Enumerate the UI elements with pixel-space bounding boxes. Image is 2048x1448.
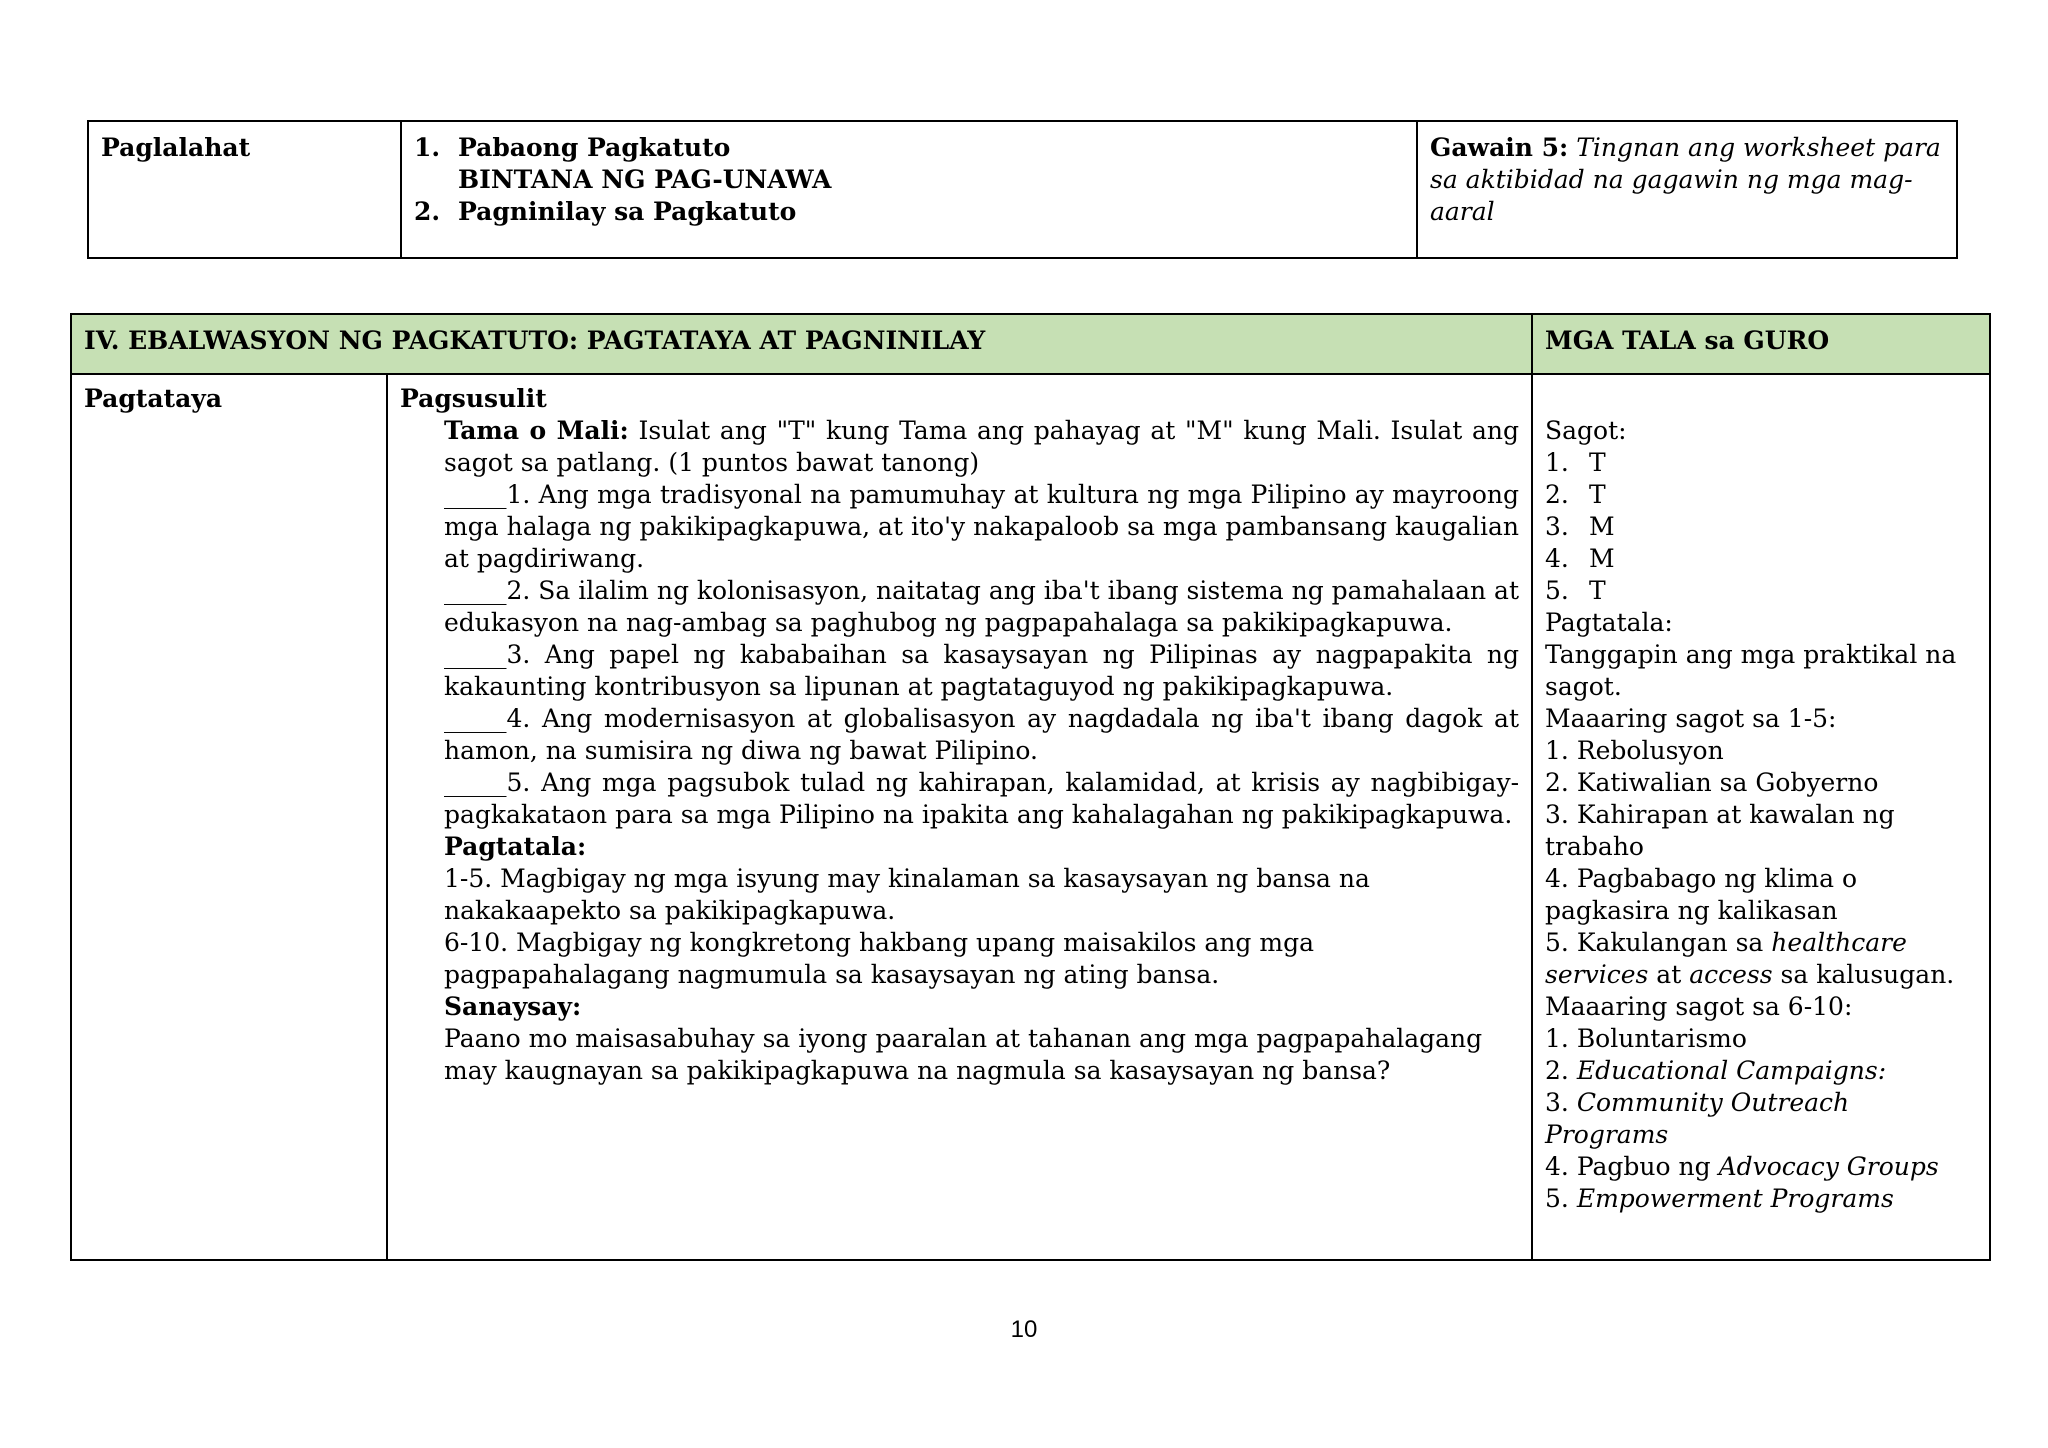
page-number: 10 <box>1010 1316 1038 1343</box>
pagtatala-label: Pagtatala: <box>444 832 587 861</box>
list-item: 3. Kahirapan at kawalan ng trabaho <box>1545 800 1895 861</box>
answer-list <box>1545 447 1977 607</box>
question-item: _____5. Ang mga pagsubok tulad ng kahirapan, kalamidad, at krisis ay nagbibigay- pagkakataon para sa mga Pilipino na ipakita ang kahalagahan ng pakikipagkapuwa. <box>444 768 1520 829</box>
text-fragment: sa kalusugan. <box>1772 960 1955 989</box>
pagtataya-label-cell <box>71 374 387 1260</box>
ebalwasyon-table <box>70 313 1991 1261</box>
question-item: _____4. Ang modernisasyon at globalisasyon ay nagdadala ng iba't ibang dagok at hamon, na sumisira ng diwa ng bawat Pilipino. <box>444 704 1520 765</box>
group2-label: Maaaring sagot sa 6-10: <box>1545 992 1853 1021</box>
text-fragment: healthcare services <box>1545 928 1907 989</box>
answer-item <box>1545 447 1977 479</box>
pagsusulit-cell <box>387 374 1532 1260</box>
answer-value: T <box>1589 480 1606 509</box>
list-number: 2. <box>414 197 441 226</box>
text-fragment: 5. <box>1545 1184 1577 1213</box>
answer-number: 3. <box>1545 512 1569 541</box>
text-fragment: 5. Kakulangan sa <box>1545 928 1772 957</box>
list-item: 2. Katiwalian sa Gobyerno <box>1545 768 1879 797</box>
list-item: 1. Boluntarismo <box>1545 1024 1747 1053</box>
paglalahat-items-cell <box>401 121 1417 258</box>
text-fragment: at <box>1648 960 1690 989</box>
answer-item <box>1545 479 1977 511</box>
list-item <box>1545 1055 1977 1087</box>
question-item: _____3. Ang papel ng kababaihan sa kasaysayan ng Pilipinas ay nagpapakita ng kakaunting kontribusyon sa lipunan at pagtataguyod ng pakikipagkapuwa. <box>444 640 1520 701</box>
list-number: 1. <box>414 133 441 162</box>
paglalahat-label: Paglalahat <box>101 133 251 162</box>
sagot-label: Sagot: <box>1545 416 1627 445</box>
pagtatala-item: 1-5. Magbigay ng mga isyung may kinalaman sa kasaysayan ng bansa na nakakaapekto sa pakikipagkapuwa. <box>444 864 1370 925</box>
answer-value: T <box>1589 576 1606 605</box>
list-item-title: Pagninilay sa Pagkatuto <box>458 197 797 226</box>
tama-o-mali-text: Isulat ang "T" kung Tama ang pahayag at "M" kung Mali. Isulat ang sagot sa patlang. (1 puntos bawat tanong) <box>444 416 1520 477</box>
gawain-cell <box>1417 121 1957 258</box>
sanaysay-label: Sanaysay: <box>444 992 582 1021</box>
answer-value: T <box>1589 448 1606 477</box>
answer-number: 5. <box>1545 576 1569 605</box>
paglalahat-label-cell <box>88 121 401 258</box>
list-item <box>1545 1183 1977 1215</box>
text-fragment: 4. Pagbuo ng <box>1545 1152 1719 1181</box>
tama-o-mali-label: Tama o Mali: <box>444 416 629 445</box>
gawain-label: Gawain 5: <box>1430 133 1569 162</box>
text-fragment: Educational Campaigns: <box>1576 1056 1887 1085</box>
answer-number: 1. <box>1545 448 1569 477</box>
text-fragment: 3. <box>1545 1088 1577 1117</box>
text-fragment: 2. <box>1545 1056 1577 1085</box>
paglalahat-table <box>87 120 1958 259</box>
question-item: _____2. Sa ilalim ng kolonisasyon, naitatag ang iba't ibang sistema ng pamahalaan at edukasyon na nag-ambag sa paghubog ng pagpapahalaga sa pakikipagkapuwa. <box>444 576 1520 637</box>
notes-cell <box>1532 374 1990 1260</box>
text-fragment: Advocacy Groups <box>1718 1152 1939 1181</box>
list-item <box>1545 1151 1977 1183</box>
list-item <box>414 132 1404 164</box>
group1-label: Maaaring sagot sa 1-5: <box>1545 704 1837 733</box>
text-fragment: Community Outreach Programs <box>1545 1088 1850 1149</box>
answer-value: M <box>1589 544 1615 573</box>
text-fragment: access <box>1689 960 1773 989</box>
pagsusulit-title: Pagsusulit <box>400 384 547 413</box>
answer-item <box>1545 511 1977 543</box>
list-item <box>1545 1087 1977 1151</box>
list-item-title: Pabaong Pagkatuto <box>458 133 731 162</box>
pagtatala-item: 6-10. Magbigay ng kongkretong hakbang upang maisakilos ang mga pagpapahalagang nagmumula sa kasaysayan ng ating bansa. <box>444 928 1314 989</box>
list-item <box>414 196 1404 228</box>
notes-pagtatala-text: Tanggapin ang mga praktikal na sagot. <box>1545 640 1957 701</box>
pagtataya-row <box>71 374 1990 1260</box>
question-item: _____1. Ang mga tradisyonal na pamumuhay at kultura ng mga Pilipino ay mayroong mga halaga ng pakikipagkapuwa, at ito'y nakapaloob sa mga pambansang kaugalian at pagdiriwang. <box>444 480 1520 573</box>
tama-o-mali-instructions <box>444 415 1519 479</box>
notes-spacer <box>1545 383 1977 415</box>
answer-item <box>1545 575 1977 607</box>
paglalahat-list <box>414 132 1404 228</box>
answer-value: M <box>1589 512 1615 541</box>
list-item: 1. Rebolusyon <box>1545 736 1724 765</box>
list-item <box>1545 927 1977 991</box>
answer-number: 2. <box>1545 480 1569 509</box>
list-item-subtitle: BINTANA NG PAG-UNAWA <box>458 165 832 194</box>
list-item: 4. Pagbabago ng klima o pagkasira ng kalikasan <box>1545 864 1858 925</box>
answer-number: 4. <box>1545 544 1569 573</box>
table-header-row <box>71 314 1990 374</box>
answer-item <box>1545 543 1977 575</box>
text-fragment: Empowerment Programs <box>1576 1184 1894 1213</box>
notes-pagtatala-label: Pagtatala: <box>1545 608 1673 637</box>
gawain-text: Tingnan ang worksheet para sa aktibidad na gagawin ng mga mag-aaral <box>1430 133 1941 226</box>
pagsusulit-content <box>400 415 1519 1087</box>
header-left: IV. EBALWASYON NG PAGKATUTO: PAGTATAYA AT PAGNINILAY <box>71 314 1532 374</box>
header-right: MGA TALA sa GURO <box>1532 314 1990 374</box>
sanaysay-text: Paano mo maisasabuhay sa iyong paaralan at tahanan ang mga pagpapahalagang may kaugnayan sa pakikipagkapuwa na nagmula sa kasaysayan ng bansa? <box>444 1024 1483 1085</box>
pagtataya-label: Pagtataya <box>84 384 223 413</box>
